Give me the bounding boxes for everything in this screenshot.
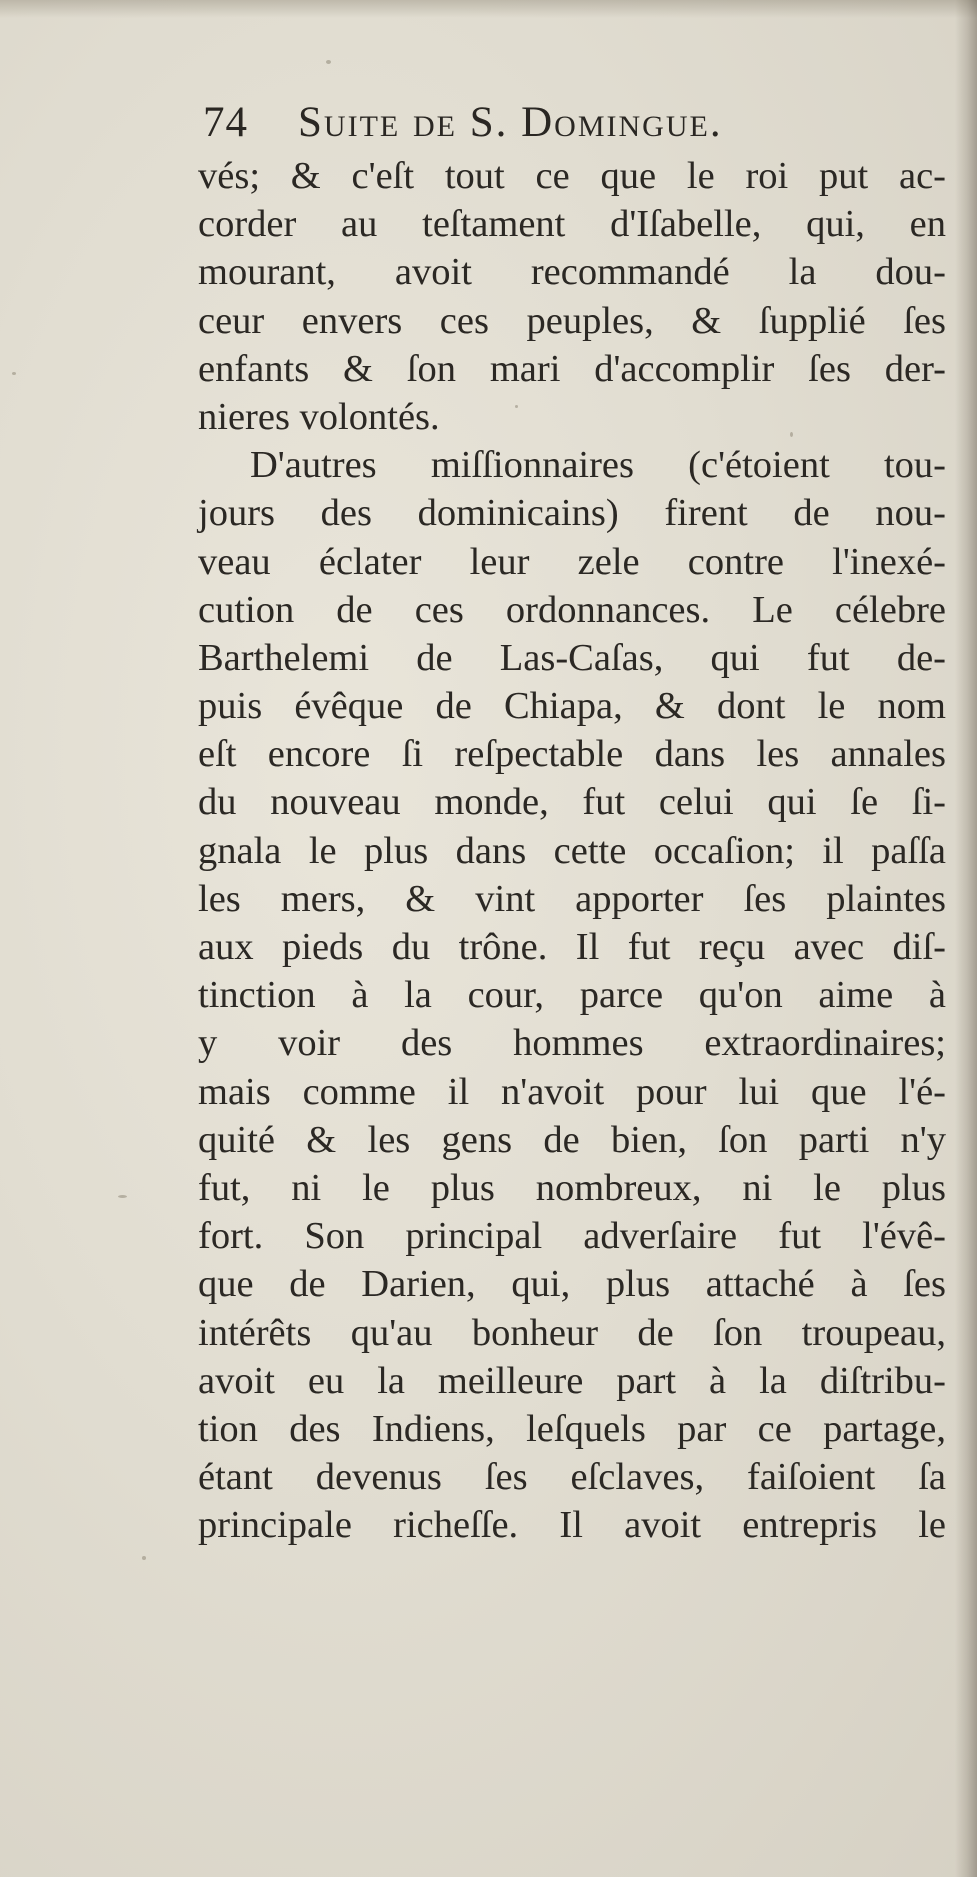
page-number: 74 (203, 99, 248, 146)
text-line: fort. Son principal adverſaire fut l'évê- (198, 1215, 946, 1258)
text-line: tinction à la cour, parce qu'on aime à (198, 974, 946, 1017)
text-line: les mers, & vint apporter ſes plaintes (198, 877, 946, 920)
paper-speck (142, 1556, 146, 1560)
running-title: Suite de S. Domingue. (298, 99, 723, 146)
text-line: étant devenus ſes eſclaves, faiſoient ſa (198, 1456, 946, 1499)
text-line: fut, ni le plus nombreux, ni le plus (198, 1166, 946, 1209)
text-line: intérêts qu'au bonheur de ſon troupeau, (198, 1311, 946, 1354)
page-top-shadow (0, 0, 977, 18)
text-line: cution de ces ordonnances. Le célebre (198, 588, 946, 631)
paragraph-start-line: D'autres miſſionnaires (c'étoient tou- (250, 444, 946, 487)
text-line: enfants & ſon mari d'accomplir ſes der- (198, 347, 946, 390)
text-line: mais comme il n'avoit pour lui que l'é- (198, 1070, 946, 1113)
text-line: quité & les gens de bien, ſon parti n'y (198, 1118, 946, 1161)
text-line: principale richeſſe. Il avoit entrepris le (198, 1504, 946, 1547)
page-edge-shadow (955, 0, 977, 1877)
text-line: tion des Indiens, leſquels par ce partage, (198, 1407, 946, 1450)
text-line: corder au teſtament d'Iſabelle, qui, en (198, 203, 946, 246)
text-line: que de Darien, qui, plus attaché à ſes (198, 1263, 946, 1306)
text-line: aux pieds du trône. Il fut reçu avec diſ- (198, 926, 946, 968)
paper-speck (326, 60, 331, 64)
text-line: avoit eu la meilleure part à la diſtribu- (198, 1359, 946, 1402)
text-line: ceur envers ces peuples, & ſupplié ſes (198, 299, 946, 342)
text-line: y voir des hommes extraordinaires; (198, 1022, 946, 1065)
text-line: gnala le plus dans cette occaſion; il paſſa (198, 829, 946, 872)
text-line: jours des dominicains) firent de nou- (198, 492, 946, 535)
body-text (198, 152, 946, 1549)
paragraph-end-line: nieres volontés. (198, 395, 440, 438)
text-line: mourant, avoit recommandé la dou- (198, 251, 946, 294)
text-line: puis évêque de Chiapa, & dont le nom (198, 685, 946, 728)
text-line: Barthelemi de Las-Caſas, qui fut de- (198, 636, 946, 679)
page-header (203, 96, 903, 150)
text-line: eſt encore ſi reſpectable dans les annales (198, 733, 946, 776)
text-line: veau éclater leur zele contre l'inexé- (198, 540, 946, 583)
text-line: du nouveau monde, fut celui qui ſe ſi- (198, 781, 946, 824)
paper-speck (12, 372, 16, 375)
paper-speck (118, 1195, 127, 1198)
text-line: vés; & c'eſt tout ce que le roi put ac- (198, 155, 946, 197)
